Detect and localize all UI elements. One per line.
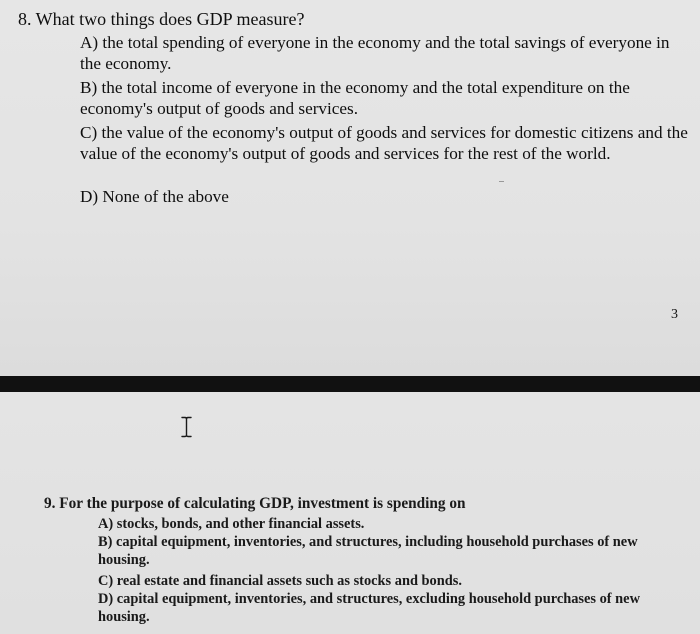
question-9-option-a[interactable]: A) stocks, bonds, and other financial assets. (98, 516, 365, 532)
page-divider (0, 376, 700, 392)
question-9-option-c[interactable]: C) real estate and financial assets such as stocks and bonds. (98, 573, 462, 589)
question-9-option-d[interactable]: D) capital equipment, inventories, and structures, excluding household purchases of new housing. (98, 591, 640, 625)
text-cursor-icon (181, 416, 192, 438)
question-9-prompt: 9. For the purpose of calculating GDP, investment is spending on (44, 495, 466, 512)
question-8-option-b[interactable]: B) the total income of everyone in the economy and the total expenditure on the economy's output of goods and services. (80, 78, 630, 118)
question-8-option-d[interactable]: D) None of the above (80, 187, 229, 206)
question-8-option-a[interactable]: A) the total spending of everyone in the economy and the total savings of everyone in the economy. (80, 33, 670, 73)
question-8-option-c[interactable]: C) the value of the economy's output of goods and services for domestic citizens and the value of the economy's output of goods and services for the rest of the world. (80, 123, 688, 163)
stray-mark (499, 181, 504, 182)
question-8-prompt: 8. What two things does GDP measure? (18, 9, 305, 29)
question-9-option-b[interactable]: B) capital equipment, inventories, and structures, including household purchases of new housing. (98, 534, 638, 568)
page-number: 3 (671, 307, 678, 322)
